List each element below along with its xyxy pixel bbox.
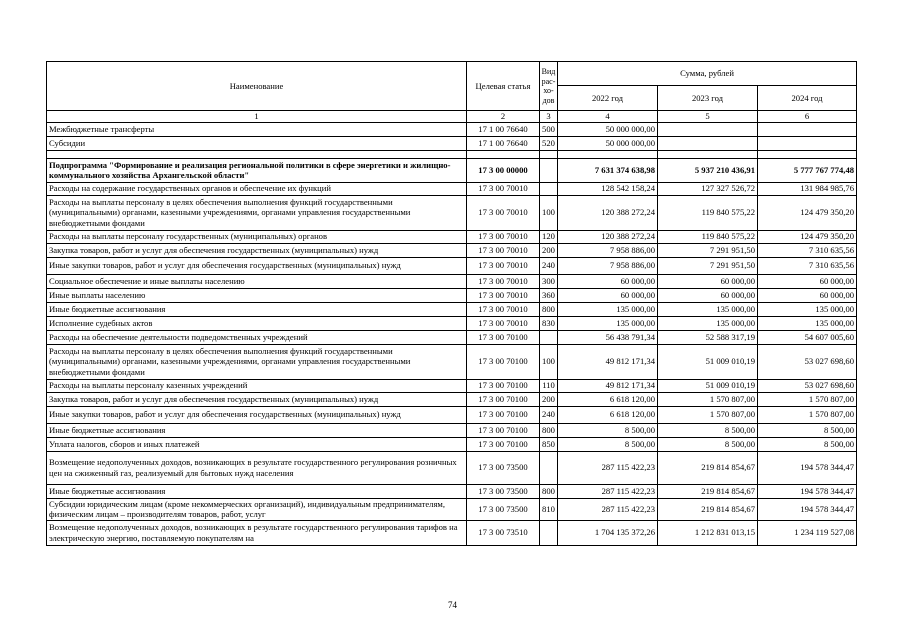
row-sum-2022: 49 812 171,34 — [558, 344, 658, 379]
row-sum-2024: 8 500,00 — [758, 437, 857, 451]
table-row — [47, 158, 857, 182]
row-sum-2023: 7 291 951,50 — [658, 243, 758, 257]
row-sum-2023: 135 000,00 — [658, 316, 758, 330]
row-sum-2023 — [658, 122, 758, 136]
row-kind: 100 — [540, 344, 558, 379]
row-name: Иные выплаты населению — [47, 288, 467, 302]
table-row — [47, 316, 857, 330]
row-name: Иные закупки товаров, работ и услуг для обеспечения государственных (муниципальных) нужд — [47, 406, 467, 423]
row-sum-2023: 60 000,00 — [658, 288, 758, 302]
row-sum-2022: 56 438 791,34 — [558, 330, 658, 344]
empty-cell — [558, 150, 658, 158]
row-sum-2024: 7 310 635,56 — [758, 257, 857, 274]
row-sum-2024: 1 234 119 527,08 — [758, 520, 857, 545]
row-name: Закупка товаров, работ и услуг для обеспечения государственных (муниципальных) нужд — [47, 243, 467, 257]
table-row — [47, 302, 857, 316]
row-sum-2024: 194 578 344,47 — [758, 451, 857, 484]
row-code: 17 3 00 70010 — [467, 302, 540, 316]
row-name: Расходы на содержание государственных органов и обеспечение их функций — [47, 182, 467, 195]
row-sum-2022: 6 618 120,00 — [558, 406, 658, 423]
row-sum-2024: 194 578 344,47 — [758, 498, 857, 520]
row-code: 17 3 00 70100 — [467, 392, 540, 406]
table-row — [47, 451, 857, 484]
budget-table — [46, 61, 857, 546]
row-code: 17 1 00 76640 — [467, 122, 540, 136]
row-sum-2023: 119 840 575,22 — [658, 195, 758, 230]
row-kind: 800 — [540, 302, 558, 316]
row-sum-2024: 54 607 005,60 — [758, 330, 857, 344]
table-row — [47, 406, 857, 423]
row-sum-2022: 6 618 120,00 — [558, 392, 658, 406]
table-row — [47, 437, 857, 451]
row-kind: 810 — [540, 498, 558, 520]
row-sum-2023: 219 814 854,67 — [658, 484, 758, 498]
row-sum-2024: 194 578 344,47 — [758, 484, 857, 498]
row-sum-2024: 1 570 807,00 — [758, 392, 857, 406]
row-sum-2023: 5 937 210 436,91 — [658, 158, 758, 182]
row-sum-2023: 1 570 807,00 — [658, 392, 758, 406]
row-name: Расходы на выплаты персоналу в целях обеспечения выполнения функций государственными (муниципальными) органами, казенными учреждениями, органами управления государственными внебюджетными фондами — [47, 195, 467, 230]
row-sum-2024: 131 984 985,76 — [758, 182, 857, 195]
row-code: 17 3 00 70010 — [467, 195, 540, 230]
row-name: Расходы на обеспечение деятельности подведомственных учреждений — [47, 330, 467, 344]
row-sum-2024: 7 310 635,56 — [758, 243, 857, 257]
table-row — [47, 392, 857, 406]
row-kind: 100 — [540, 195, 558, 230]
table-row — [47, 230, 857, 243]
row-sum-2022: 287 115 422,23 — [558, 484, 658, 498]
row-kind: 800 — [540, 484, 558, 498]
row-sum-2024: 53 027 698,60 — [758, 344, 857, 379]
row-sum-2024: 1 570 807,00 — [758, 406, 857, 423]
row-code: 17 3 00 73510 — [467, 520, 540, 545]
table-row — [47, 484, 857, 498]
row-kind: 850 — [540, 437, 558, 451]
row-sum-2024: 135 000,00 — [758, 316, 857, 330]
row-sum-2022: 50 000 000,00 — [558, 136, 658, 150]
row-name: Уплата налогов, сборов и иных платежей — [47, 437, 467, 451]
row-name: Расходы на выплаты персоналу в целях обеспечения выполнения функций государственными (муниципальными) органами, казенными учреждениями, органами управления государственными внебюджетными фондами — [47, 344, 467, 379]
row-sum-2022: 49 812 171,34 — [558, 379, 658, 392]
row-code: 17 3 00 00000 — [467, 158, 540, 182]
row-sum-2022: 8 500,00 — [558, 437, 658, 451]
row-kind: 200 — [540, 392, 558, 406]
page-number: 74 — [448, 600, 457, 610]
row-code: 17 3 00 73500 — [467, 498, 540, 520]
row-kind: 110 — [540, 379, 558, 392]
col-number-3: 3 — [540, 111, 558, 123]
row-sum-2024: 5 777 767 774,48 — [758, 158, 857, 182]
row-sum-2022: 120 388 272,24 — [558, 230, 658, 243]
row-sum-2023: 51 009 010,19 — [658, 344, 758, 379]
row-sum-2023 — [658, 136, 758, 150]
row-kind: 830 — [540, 316, 558, 330]
col-number-5: 5 — [658, 111, 758, 123]
row-name: Закупка товаров, работ и услуг для обеспечения государственных (муниципальных) нужд — [47, 392, 467, 406]
row-code: 17 3 00 70100 — [467, 423, 540, 437]
empty-cell — [467, 150, 540, 158]
row-kind — [540, 158, 558, 182]
row-sum-2022: 7 631 374 638,98 — [558, 158, 658, 182]
row-sum-2022: 287 115 422,23 — [558, 498, 658, 520]
row-kind: 500 — [540, 122, 558, 136]
row-code: 17 3 00 70010 — [467, 182, 540, 195]
row-name: Иные бюджетные ассигнования — [47, 484, 467, 498]
row-sum-2023: 60 000,00 — [658, 274, 758, 288]
table-row — [47, 344, 857, 379]
row-sum-2022: 8 500,00 — [558, 423, 658, 437]
table-row — [47, 498, 857, 520]
header-kind: Вид рас- хо- дов — [540, 62, 558, 111]
row-code: 17 3 00 70100 — [467, 406, 540, 423]
row-name: Исполнение судебных актов — [47, 316, 467, 330]
row-name: Субсидии юридическим лицам (кроме некоммерческих организаций), индивидуальным предпринимателям, физическим лицам – производителям товаров, работ, услуг — [47, 498, 467, 520]
row-sum-2024 — [758, 122, 857, 136]
empty-cell — [540, 150, 558, 158]
col-number-6: 6 — [758, 111, 857, 123]
header-sum: Сумма, рублей — [558, 62, 857, 86]
row-kind: 800 — [540, 423, 558, 437]
row-sum-2022: 135 000,00 — [558, 316, 658, 330]
row-sum-2024: 124 479 350,20 — [758, 230, 857, 243]
header-name: Наименование — [47, 62, 467, 111]
row-name: Расходы на выплаты персоналу казенных учреждений — [47, 379, 467, 392]
row-sum-2022: 1 704 135 372,26 — [558, 520, 658, 545]
table-row — [47, 136, 857, 150]
row-sum-2023: 135 000,00 — [658, 302, 758, 316]
row-kind: 240 — [540, 406, 558, 423]
row-code: 17 1 00 76640 — [467, 136, 540, 150]
table-row — [47, 379, 857, 392]
row-sum-2024: 124 479 350,20 — [758, 195, 857, 230]
row-name: Социальное обеспечение и иные выплаты населению — [47, 274, 467, 288]
empty-cell — [658, 150, 758, 158]
row-kind — [540, 520, 558, 545]
row-sum-2022: 120 388 272,24 — [558, 195, 658, 230]
row-code: 17 3 00 70010 — [467, 274, 540, 288]
row-sum-2022: 60 000,00 — [558, 274, 658, 288]
col-number-2: 2 — [467, 111, 540, 123]
row-sum-2023: 127 327 526,72 — [658, 182, 758, 195]
row-sum-2022: 60 000,00 — [558, 288, 658, 302]
col-number-1: 1 — [47, 111, 467, 123]
row-sum-2022: 50 000 000,00 — [558, 122, 658, 136]
row-sum-2023: 7 291 951,50 — [658, 257, 758, 274]
table-row — [47, 520, 857, 545]
row-sum-2024: 53 027 698,60 — [758, 379, 857, 392]
row-sum-2022: 7 958 886,00 — [558, 243, 658, 257]
row-kind: 360 — [540, 288, 558, 302]
spacer-row — [47, 150, 857, 158]
header-year-2022: 2022 год — [558, 86, 658, 111]
row-kind: 300 — [540, 274, 558, 288]
row-sum-2023: 8 500,00 — [658, 437, 758, 451]
header-year-2023: 2023 год — [658, 86, 758, 111]
table-row — [47, 182, 857, 195]
row-code: 17 3 00 70010 — [467, 288, 540, 302]
table-row — [47, 195, 857, 230]
empty-cell — [758, 150, 857, 158]
row-sum-2024: 60 000,00 — [758, 288, 857, 302]
table-row — [47, 330, 857, 344]
row-kind: 240 — [540, 257, 558, 274]
row-code: 17 3 00 73500 — [467, 451, 540, 484]
row-kind — [540, 451, 558, 484]
row-name: Иные закупки товаров, работ и услуг для обеспечения государственных (муниципальных) нужд — [47, 257, 467, 274]
table-row — [47, 288, 857, 302]
table-row — [47, 274, 857, 288]
row-sum-2022: 287 115 422,23 — [558, 451, 658, 484]
row-code: 17 3 00 70010 — [467, 316, 540, 330]
row-sum-2024 — [758, 136, 857, 150]
row-sum-2023: 119 840 575,22 — [658, 230, 758, 243]
row-kind: 120 — [540, 230, 558, 243]
row-sum-2024: 135 000,00 — [758, 302, 857, 316]
row-code: 17 3 00 70100 — [467, 437, 540, 451]
row-kind: 520 — [540, 136, 558, 150]
row-sum-2023: 8 500,00 — [658, 423, 758, 437]
row-kind: 200 — [540, 243, 558, 257]
row-name: Иные бюджетные ассигнования — [47, 302, 467, 316]
row-sum-2023: 52 588 317,19 — [658, 330, 758, 344]
header-target: Целевая статья — [467, 62, 540, 111]
row-name: Возмещение недополученных доходов, возникающих в результате государственного регулирования тарифов на электрическую энергию, поставляемую покупателям на — [47, 520, 467, 545]
row-kind — [540, 182, 558, 195]
row-name: Подпрограмма "Формирование и реализация региональной политики в сфере энергетики и жилищно-коммунального хозяйства Архангельской области" — [47, 158, 467, 182]
row-sum-2022: 128 542 158,24 — [558, 182, 658, 195]
row-code: 17 3 00 70100 — [467, 330, 540, 344]
empty-cell — [47, 150, 467, 158]
row-name: Межбюджетные трансферты — [47, 122, 467, 136]
row-code: 17 3 00 70010 — [467, 230, 540, 243]
table-row — [47, 423, 857, 437]
header-year-2024: 2024 год — [758, 86, 857, 111]
row-code: 17 3 00 70010 — [467, 243, 540, 257]
row-name: Расходы на выплаты персоналу государственных (муниципальных) органов — [47, 230, 467, 243]
table-row — [47, 257, 857, 274]
row-code: 17 3 00 73500 — [467, 484, 540, 498]
row-sum-2024: 60 000,00 — [758, 274, 857, 288]
row-name: Субсидии — [47, 136, 467, 150]
table-row — [47, 122, 857, 136]
col-number-4: 4 — [558, 111, 658, 123]
row-sum-2023: 219 814 854,67 — [658, 451, 758, 484]
row-name: Иные бюджетные ассигнования — [47, 423, 467, 437]
row-sum-2022: 7 958 886,00 — [558, 257, 658, 274]
row-kind — [540, 330, 558, 344]
row-sum-2023: 51 009 010,19 — [658, 379, 758, 392]
row-sum-2022: 135 000,00 — [558, 302, 658, 316]
row-sum-2023: 1 570 807,00 — [658, 406, 758, 423]
row-code: 17 3 00 70010 — [467, 257, 540, 274]
row-code: 17 3 00 70100 — [467, 344, 540, 379]
row-sum-2024: 8 500,00 — [758, 423, 857, 437]
table-row — [47, 243, 857, 257]
row-code: 17 3 00 70100 — [467, 379, 540, 392]
row-sum-2023: 219 814 854,67 — [658, 498, 758, 520]
row-sum-2023: 1 212 831 013,15 — [658, 520, 758, 545]
row-name: Возмещение недополученных доходов, возникающих в результате государственного регулирования розничных цен на сжиженный газ, реализуемый для бытовых нужд населения — [47, 451, 467, 484]
